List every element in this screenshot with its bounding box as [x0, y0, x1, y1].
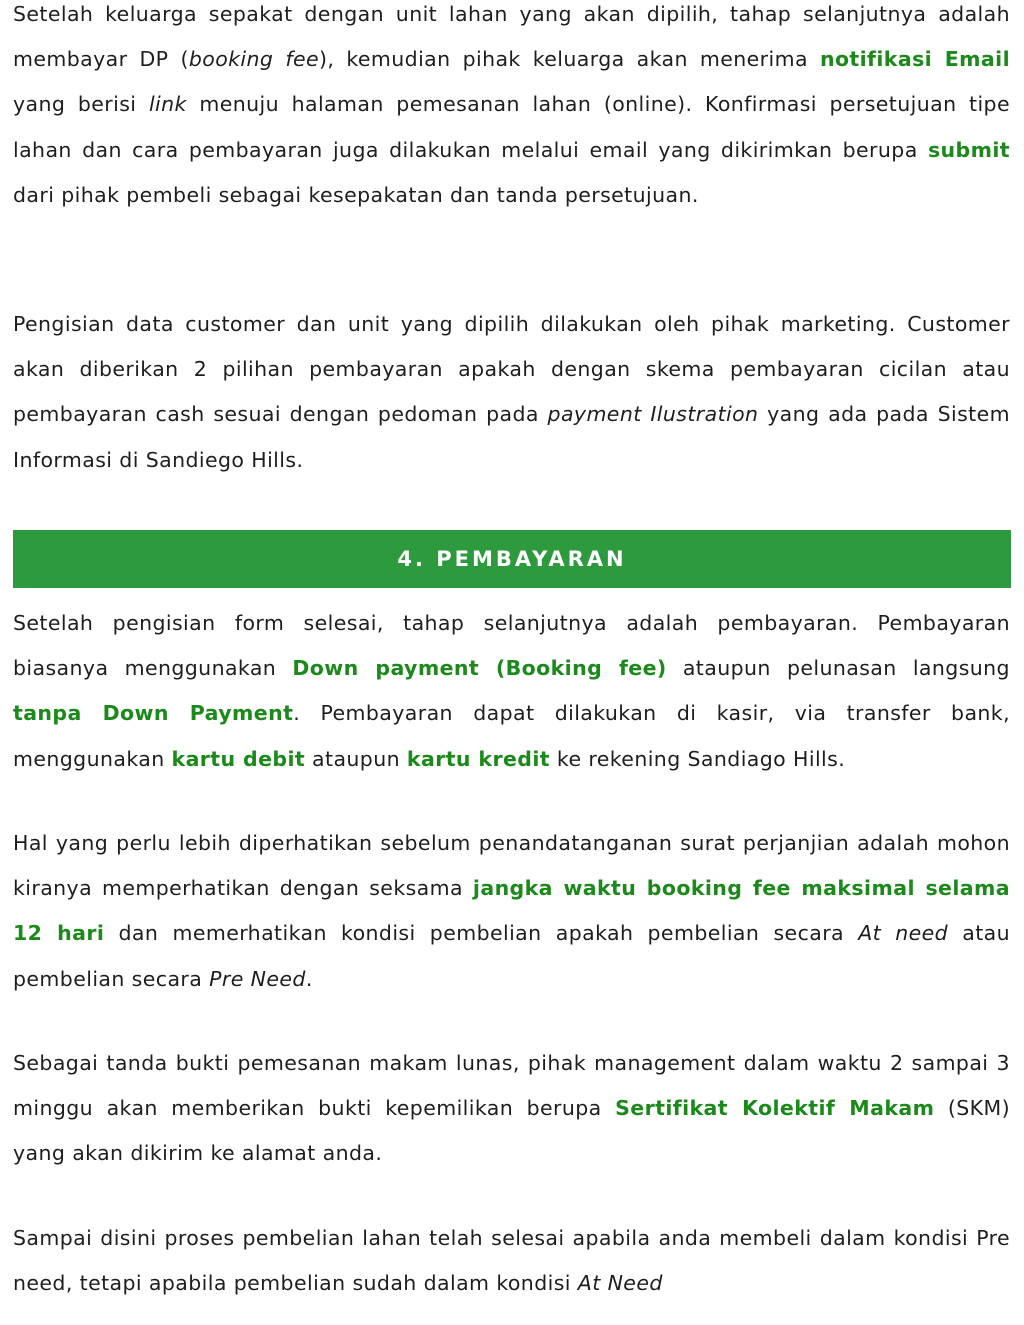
emphasis-at-need: At need — [858, 921, 949, 946]
paragraph-perhatian: Hal yang perlu lebih diperhatikan sebelum penandatanganan surat perjanjian adalah mohon kiranya memperhatikan dengan seksama jangka waktu booking fee maksimal selama 12 hari dan memerhatikan kondisi pembelian apakah pembelian secara At need atau pembelian secara Pre Need. — [13, 831, 1011, 991]
paragraph-sertifikat: Sebagai tanda bukti pemesanan makam lunas, pihak management dalam waktu 2 sampai 3 minggu akan memberikan bukti kepemilikan berupa Sertifikat Kolektif Makam (SKM) yang akan dikirim ke alamat anda. — [13, 1051, 1010, 1166]
highlight-jangka-waktu: jangka waktu booking fee maksimal selama 12 hari — [13, 876, 1010, 946]
paragraph-booking-fee: Setelah keluarga sepakat dengan unit lahan yang akan dipilih, tahap selanjutnya adalah membayar DP (booking fee), kemudian pihak keluarga akan menerima notifikasi Email yang berisi link menuju halaman pemesanan lahan (online). Konfirmasi persetujuan tipe lahan dan cara pembayaran juga dilakukan melalui email yang dikirimkan berupa submit dari pihak pembeli sebagai kesepakatan dan tanda persetujuan. — [13, 2, 1011, 207]
section-heading-text: 4. PEMBAYARAN — [397, 547, 627, 571]
highlight-down-payment: Down payment (Booking fee) — [292, 656, 667, 681]
highlight-submit: submit — [927, 137, 1010, 162]
emphasis-link: link — [148, 92, 187, 117]
highlight-sertifikat-kolektif-makam: Sertifikat Kolektif Makam — [615, 1096, 935, 1121]
highlight-kartu-debit: kartu debit — [171, 746, 306, 771]
paragraph-pembayaran: Setelah pengisian form selesai, tahap selanjutnya adalah pembayaran. Pembayaran biasanya menggunakan Down payment (Booking fee) ataupun pelunasan langsung tanpa Down Payment. Pembayaran dapat dilakukan di kasir, via transfer bank, menggunakan kartu debit ataupun kartu kredit ke rekening Sandiago Hills. — [13, 611, 1010, 771]
highlight-kartu-kredit: kartu kredit — [406, 746, 550, 771]
section-heading-pembayaran — [13, 530, 1011, 588]
emphasis-pre-need: Pre Need — [209, 966, 306, 991]
highlight-notifikasi-email: notifikasi Email — [819, 47, 1011, 72]
emphasis-payment-ilustration: payment Ilustration — [547, 402, 759, 427]
emphasis-at-need-2: At Need — [577, 1271, 663, 1296]
emphasis-booking-fee: booking fee — [188, 47, 320, 72]
paragraph-data-customer: Pengisian data customer dan unit yang dipilih dilakukan oleh pihak marketing. Customer akan diberikan 2 pilihan pembayaran apakah dengan skema pembayaran cicilan atau pembayaran cash sesuai dengan pedoman pada payment Ilustration yang ada pada Sistem Informasi di Sandiego Hills. — [13, 312, 1010, 472]
highlight-tanpa-down-payment: tanpa Down Payment — [13, 701, 294, 726]
paragraph-penutup: Sampai disini proses pembelian lahan telah selesai apabila anda membeli dalam kondisi Pre need, tetapi apabila pembelian sudah dalam kondisi At Need — [13, 1226, 1010, 1296]
